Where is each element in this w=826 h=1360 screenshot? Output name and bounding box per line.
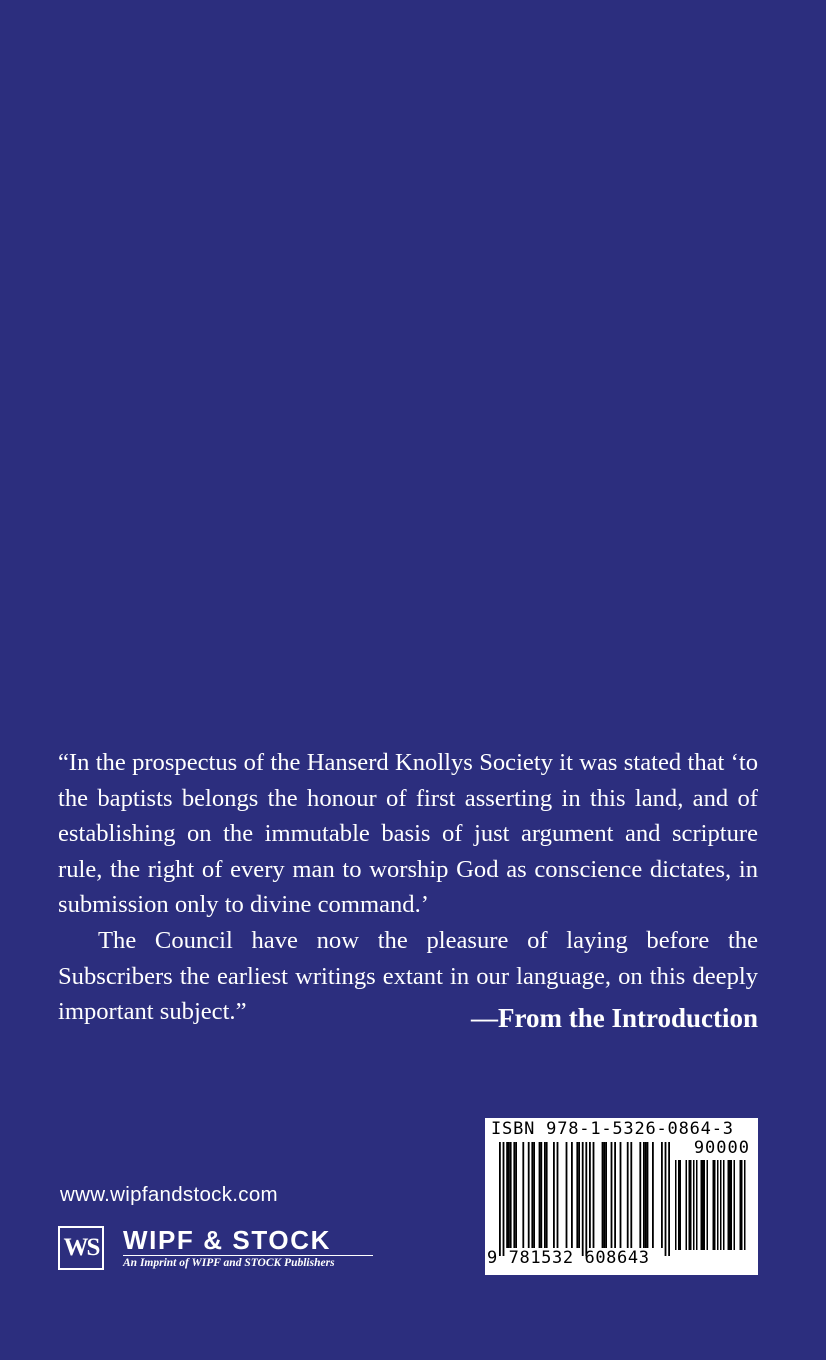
barcode-bar bbox=[614, 1142, 616, 1248]
barcode-bar bbox=[544, 1142, 546, 1248]
barcode-bar bbox=[510, 1142, 512, 1248]
barcode-bar bbox=[553, 1142, 555, 1248]
barcode-addon-bar bbox=[734, 1160, 736, 1250]
barcode-addon-bar bbox=[696, 1160, 698, 1250]
barcode-addon-bar bbox=[728, 1160, 730, 1250]
barcode-bar bbox=[602, 1142, 604, 1248]
barcode-addon-bar bbox=[714, 1160, 716, 1250]
barcode-bar bbox=[540, 1142, 542, 1248]
barcode-bar bbox=[661, 1142, 663, 1248]
barcode-bar bbox=[503, 1142, 505, 1256]
barcode-bar bbox=[652, 1142, 654, 1248]
publisher-name: WIPF & STOCK bbox=[123, 1225, 331, 1255]
barcode-addon-bar bbox=[731, 1160, 733, 1250]
barcode-addon-bar bbox=[744, 1160, 746, 1250]
barcode-bar bbox=[499, 1142, 501, 1256]
barcode-bar bbox=[566, 1142, 568, 1248]
barcode-addon-bar bbox=[741, 1160, 743, 1250]
barcode-bar bbox=[603, 1142, 605, 1248]
barcode-bar bbox=[533, 1142, 535, 1248]
barcode-addon-bar bbox=[680, 1160, 682, 1250]
barcode-addon-bar bbox=[740, 1160, 742, 1250]
barcode-addon-bar bbox=[702, 1160, 704, 1250]
barcode-bar bbox=[578, 1142, 580, 1248]
publisher-divider bbox=[123, 1255, 373, 1256]
barcode-bar bbox=[630, 1142, 632, 1248]
barcode-bar bbox=[557, 1142, 559, 1248]
barcode-addon-bar bbox=[729, 1160, 731, 1250]
barcode-bar bbox=[647, 1142, 649, 1248]
barcode-bar bbox=[639, 1142, 641, 1248]
publisher-logo-block bbox=[58, 1226, 388, 1274]
barcode-bar bbox=[539, 1142, 541, 1248]
back-cover-quote bbox=[58, 745, 758, 1030]
quote-paragraph-1: “In the prospectus of the Hanserd Knollys Society it was stated that ‘to the baptists belongs the honour of first asserting in this land, and of establishing on the immutable basis of just argument and scripture rule, the right of every man to worship God as conscience dictates, in submission only to divine command.’ bbox=[58, 749, 758, 919]
publisher-website: www.wipfandstock.com bbox=[60, 1183, 278, 1206]
barcode-addon-bar bbox=[723, 1160, 725, 1250]
barcode-addon-bar bbox=[707, 1160, 709, 1250]
barcode-addon-bar bbox=[720, 1160, 722, 1250]
barcode-bar bbox=[589, 1142, 591, 1248]
barcode-bar bbox=[506, 1142, 508, 1248]
barcode-addon-bar bbox=[717, 1160, 719, 1250]
ws-logo-icon: WS bbox=[58, 1226, 104, 1270]
barcode-bar bbox=[645, 1142, 647, 1248]
ean-digits: 9 781532 608643 bbox=[487, 1248, 650, 1268]
barcode-bar bbox=[627, 1142, 629, 1248]
barcode-addon-bar bbox=[690, 1160, 692, 1250]
barcode-bar bbox=[576, 1142, 578, 1248]
barcode-bar bbox=[531, 1142, 533, 1248]
barcode-addon-bar bbox=[701, 1160, 703, 1250]
barcode-addon-bar bbox=[704, 1160, 706, 1250]
barcode-bar bbox=[508, 1142, 510, 1248]
barcode-bar bbox=[571, 1142, 573, 1248]
barcode-bar bbox=[528, 1142, 530, 1248]
quote-paragraph-2: The Council have now the pleasure of laying before the Subscribers the earliest writings extant in our language, on this deeply important subject.” bbox=[58, 926, 758, 1026]
barcode-bar bbox=[643, 1142, 645, 1248]
barcode-addon-bar bbox=[686, 1160, 688, 1250]
barcode-addon-bar bbox=[693, 1160, 695, 1250]
barcode-bar bbox=[668, 1142, 670, 1256]
barcode-addon-bar bbox=[689, 1160, 691, 1250]
barcode-bar bbox=[546, 1142, 548, 1248]
barcode-bar bbox=[611, 1142, 613, 1248]
barcode-bar bbox=[582, 1142, 584, 1256]
barcode-bar bbox=[620, 1142, 622, 1248]
barcode-bar bbox=[605, 1142, 607, 1248]
barcode-addon-bar bbox=[678, 1160, 680, 1250]
barcode-addon-bar bbox=[713, 1160, 715, 1250]
isbn-label: ISBN 978-1-5326-0864-3 bbox=[491, 1119, 734, 1139]
barcode-addon-code: 90000 bbox=[693, 1138, 750, 1158]
publisher-tagline: An Imprint of WIPF and STOCK Publishers bbox=[123, 1257, 335, 1269]
isbn-barcode bbox=[485, 1118, 758, 1275]
barcode-addon-bar bbox=[675, 1160, 677, 1250]
barcode-bar bbox=[515, 1142, 517, 1248]
barcode-bar bbox=[513, 1142, 515, 1248]
barcode-bar bbox=[522, 1142, 524, 1248]
quote-attribution: —From the Introduction bbox=[470, 1003, 758, 1033]
barcode-bar bbox=[665, 1142, 667, 1256]
barcode-bar bbox=[593, 1142, 595, 1248]
barcode-bar bbox=[585, 1142, 587, 1256]
